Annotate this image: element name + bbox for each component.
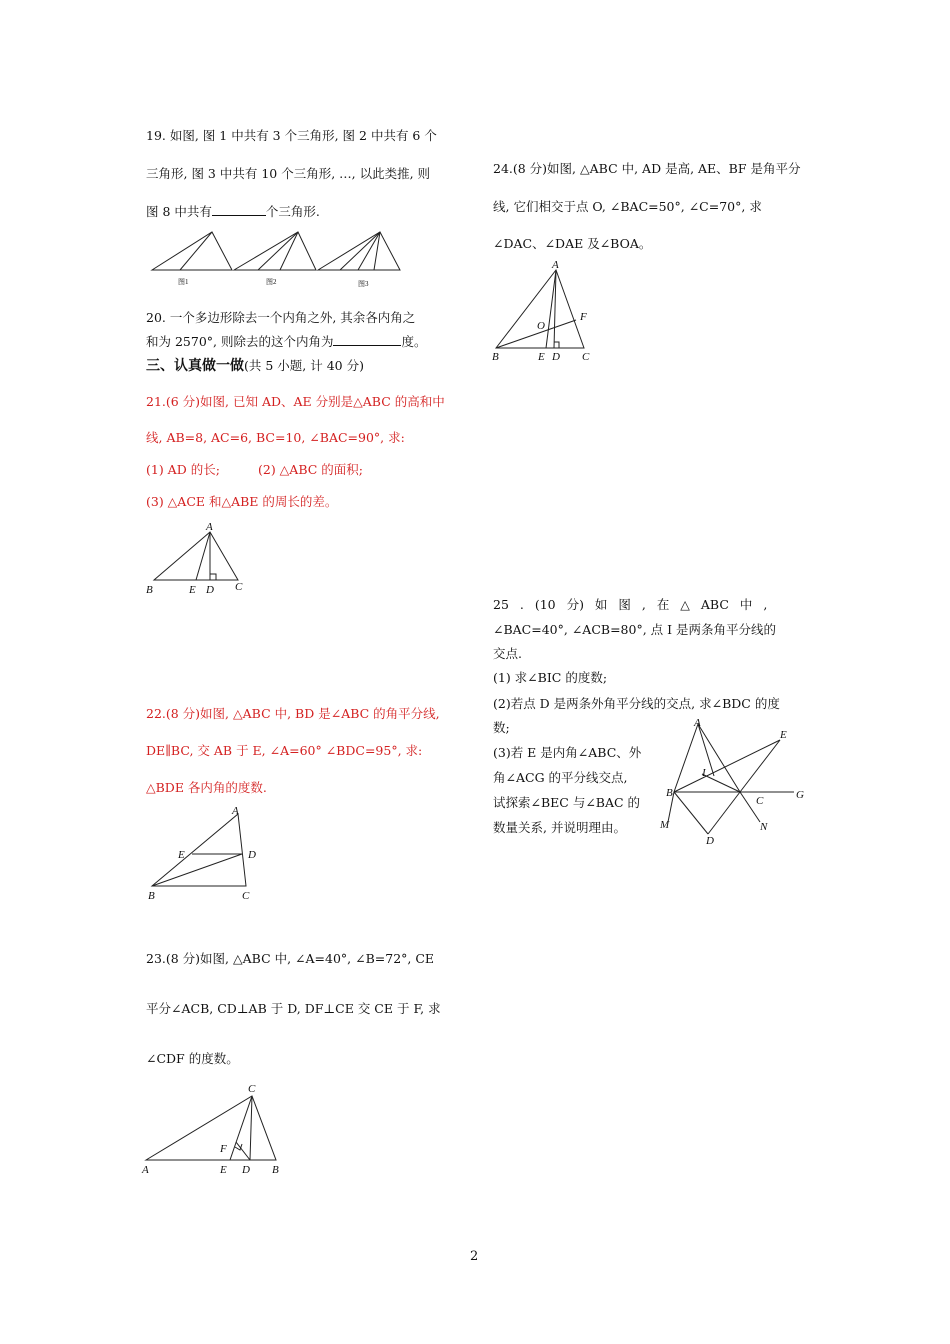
q23-label-b: B (272, 1164, 279, 1176)
q23-line2: 平分∠ACB, CD⊥AB 于 D, DF⊥CE 交 CE 于 F, 求 (146, 1001, 441, 1016)
q20-line1: 20. 一个多边形除去一个内角之外, 其余各内角之 (146, 310, 416, 325)
q19-figures (148, 228, 408, 288)
q21-label-c: C (235, 581, 243, 593)
q25-label-d: D (706, 835, 714, 847)
q19-line3-end: 个三角形. (265, 204, 320, 219)
q19-fig1-cevian (180, 232, 212, 270)
q21-label-b: B (146, 584, 153, 596)
q25-part2: (2)若点 D 是两条外角平分线的交点, 求∠BDC 的度 (493, 696, 780, 711)
q22-label-d: D (248, 849, 256, 861)
q20-line2-end: 度。 (401, 334, 427, 349)
q23-perpendicular-df (236, 1142, 250, 1160)
q20-line2 (146, 334, 427, 350)
q19-line1: 19. 如图, 图 1 中共有 3 个三角形, 图 2 中共有 6 个 (146, 128, 437, 143)
q23-figure (138, 1080, 298, 1180)
q21-right-angle-mark (210, 574, 216, 580)
q25-label-g: G (796, 789, 804, 801)
q25-label-e: E (780, 729, 787, 741)
q20-answer-blank (333, 345, 401, 346)
q25-label-b: B (666, 787, 673, 799)
q22-line1: 22.(8 分)如图, △ABC 中, BD 是∠ABC 的角平分线, (146, 706, 440, 721)
page-number: 2 (470, 1249, 479, 1264)
q25-figure (656, 716, 816, 856)
q25-label-n: N (760, 821, 768, 833)
q19-line3-start: 图 8 中共有 (146, 204, 212, 219)
q24-label-f: F (580, 311, 587, 323)
q25-part3c: 试探索∠BEC 与∠BAC 的 (493, 795, 641, 810)
q19-fig2-label: 图2 (266, 278, 277, 286)
q23-triangle-abc (146, 1096, 276, 1160)
q21-median-ae (196, 532, 210, 580)
q23-line1: 23.(8 分)如图, △ABC 中, ∠A=40°, ∠B=72°, CE (146, 951, 435, 966)
q25-label-m: M (660, 819, 670, 831)
q23-label-e: E (220, 1164, 227, 1176)
q25-line3: 交点. (493, 646, 522, 661)
q25-part1: (1) 求∠BIC 的度数; (493, 670, 608, 685)
section3-heading (146, 358, 364, 374)
q20-line2-start: 和为 2570°, 则除去的这个内角为 (146, 334, 334, 349)
q25-line-bd (674, 792, 708, 834)
q19-fig2-triangle (234, 232, 316, 270)
q19-fig1-triangle (152, 232, 232, 270)
q25-bisector-ai (698, 724, 714, 776)
section3-title: 三、认真做一做 (146, 358, 244, 374)
q21-part2: (2) △ABC 的面积; (258, 462, 363, 477)
q25-part3b: 角∠ACG 的平分线交点, (493, 770, 628, 785)
q25-label-a: A (694, 717, 701, 729)
q23-label-c: C (248, 1083, 256, 1095)
q22-line3: △BDE 各内角的度数. (146, 780, 267, 795)
q24-label-c: C (582, 351, 590, 363)
q24-bisector-bf (496, 320, 576, 348)
q25-line2: ∠BAC=40°, ∠ACB=80°, 点 I 是两条角平分线的 (493, 622, 777, 637)
q21-label-a: A (206, 521, 213, 533)
q19-line2: 三角形, 图 3 中共有 10 个三角形, …, 以此类推, 则 (146, 166, 431, 181)
q25-part2b: 数; (493, 720, 510, 735)
q24-triangle-abc (496, 270, 584, 348)
q24-label-a: A (552, 259, 559, 271)
q19-fig1-label: 图1 (178, 278, 189, 286)
q23-altitude-cd (250, 1096, 252, 1160)
q21-line1: 21.(6 分)如图, 已知 AD、AE 分别是△ABC 的高和中 (146, 394, 445, 409)
q22-figure (146, 806, 266, 906)
q24-label-e: E (538, 351, 545, 363)
q21-label-d: D (206, 584, 214, 596)
q25-triangle-abc (674, 724, 740, 792)
q23-label-f: F (220, 1143, 227, 1155)
q25-line1: 25 . (10 分) 如 图 , 在 △ ABC 中 , (493, 597, 768, 612)
q21-line2: 线, AB=8, AC=6, BC=10, ∠BAC=90°, 求: (146, 430, 405, 445)
q24-label-b: B (492, 351, 499, 363)
q24-figure (488, 258, 598, 368)
q24-line1: 24.(8 分)如图, △ABC 中, AD 是高, AE、BF 是角平分 (493, 161, 801, 176)
q24-line2: 线, 它们相交于点 O, ∠BAC=50°, ∠C=70°, 求 (493, 199, 762, 214)
q25-label-i: I (702, 767, 706, 779)
q23-bisector-ce (230, 1096, 252, 1160)
section3-note: (共 5 小题, 计 40 分) (244, 358, 364, 373)
q22-triangle-abc (152, 814, 246, 886)
q19-fig3-cevian-1 (340, 232, 380, 270)
q25-part3d: 数量关系, 并说明理由。 (493, 820, 626, 835)
q22-bisector-bd (152, 854, 242, 886)
q21-triangle-abc (154, 532, 238, 580)
q25-label-c: C (756, 795, 764, 807)
q24-line3: ∠DAC、∠DAE 及∠BOA。 (493, 236, 652, 251)
q21-label-e: E (189, 584, 196, 596)
q19-fig2-cevian-1 (258, 232, 298, 270)
q24-label-d: D (552, 351, 560, 363)
q22-label-e: E (178, 849, 185, 861)
q19-fig3-label: 图3 (358, 280, 369, 288)
q22-label-c: C (242, 890, 250, 902)
q21-part3: (3) △ACE 和△ABE 的周长的差。 (146, 494, 338, 509)
q19-answer-blank (212, 215, 266, 216)
q23-label-a: A (142, 1164, 149, 1176)
q25-line-cd (708, 792, 740, 834)
q21-part1: (1) AD 的长; (146, 462, 220, 477)
q24-right-angle-mark (554, 342, 559, 348)
q22-label-b: B (148, 890, 155, 902)
q22-line2: DE∥BC, 交 AB 于 E, ∠A=60° ∠BDC=95°, 求: (146, 743, 423, 758)
q25-line-ce (740, 740, 780, 792)
q22-label-a: A (232, 805, 239, 817)
q19-fig3-triangle (318, 232, 400, 270)
q19-line3 (146, 204, 320, 220)
q25-part3a: (3)若 E 是内角∠ABC、外 (493, 745, 642, 760)
q23-line3: ∠CDF 的度数。 (146, 1051, 239, 1066)
q21-figure (144, 520, 254, 600)
q23-label-d: D (242, 1164, 250, 1176)
q24-label-o: O (537, 320, 545, 332)
